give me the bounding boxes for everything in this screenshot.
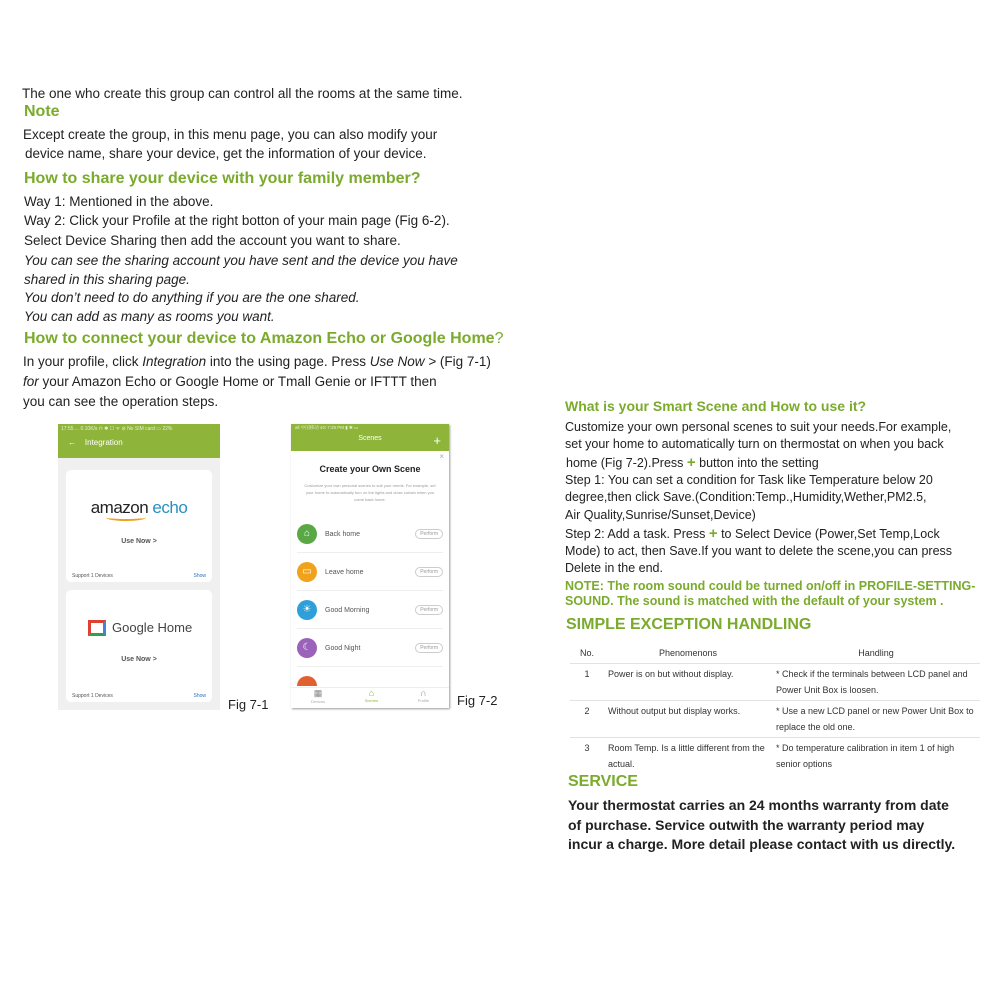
status-bar: 17:55 ... 0.10K/s ⊓ ✱ ☐ ᯤ ⊘ No SIM card ▭ 22% bbox=[61, 426, 173, 432]
note-heading: Note bbox=[24, 103, 60, 120]
scene-line: set your home to automatically turn on thermostat on when you back bbox=[565, 437, 944, 451]
t: (Fig 7-1) bbox=[436, 354, 491, 369]
perform-button[interactable]: Perform bbox=[415, 643, 443, 653]
t: button into the setting bbox=[695, 456, 819, 470]
td: 2 bbox=[570, 701, 604, 738]
amazon-logo: amazon bbox=[90, 498, 149, 517]
status-bar: all 中国移动 4G 7:28 PM ▮ ✱ ▭ bbox=[295, 425, 359, 430]
table-row bbox=[570, 738, 980, 775]
amazon-smile-icon bbox=[106, 514, 146, 521]
scene-name: Good Morning bbox=[325, 606, 370, 614]
service-line: of purchase. Service outwith the warranty period may bbox=[568, 817, 925, 833]
scene-item[interactable] bbox=[297, 592, 443, 629]
moon-icon: ☾ bbox=[297, 638, 317, 658]
perform-button[interactable]: Perform bbox=[415, 529, 443, 539]
t: to Select Device (Power,Set Temp,Lock bbox=[717, 527, 940, 541]
table-row bbox=[570, 701, 980, 738]
google-home-icon bbox=[88, 620, 106, 636]
tab-label: Profile bbox=[417, 698, 430, 703]
grid-icon: ▦ bbox=[313, 688, 323, 698]
home-logo: Home bbox=[157, 620, 193, 635]
intro-text: The one who create this group can control all the rooms at the same time. bbox=[22, 86, 463, 101]
td: 3 bbox=[570, 738, 604, 775]
support-text: Support 1 Devices bbox=[72, 573, 113, 579]
perform-button[interactable]: Perform bbox=[415, 567, 443, 577]
td: 1 bbox=[570, 664, 604, 701]
fig-7-2-screenshot bbox=[291, 424, 449, 708]
tab-profile[interactable] bbox=[418, 688, 429, 708]
google-home-card bbox=[66, 590, 212, 702]
note-line: SOUND. The sound is matched with the default of your system . bbox=[565, 594, 944, 608]
table-header bbox=[570, 643, 980, 664]
share-italic: You can see the sharing account you have sent and the device you have bbox=[24, 253, 458, 268]
support-text: Support 1 Devices bbox=[72, 693, 113, 699]
perform-button[interactable]: Perform bbox=[415, 605, 443, 615]
connect-line: you can see the operation steps. bbox=[23, 394, 219, 409]
td: Room Temp. Is a little different from the actual. bbox=[604, 738, 772, 775]
screen-title: Integration bbox=[84, 438, 123, 447]
scene-name: Back home bbox=[325, 530, 361, 538]
add-scene-icon[interactable]: + bbox=[433, 433, 441, 448]
step2-line: Mode) to act, then Save.If you want to delete the scene,you can press bbox=[565, 544, 953, 558]
service-heading: SERVICE bbox=[568, 773, 638, 790]
exception-table bbox=[570, 643, 980, 774]
tab-bar bbox=[291, 687, 449, 708]
home-icon: ⌂ bbox=[368, 688, 375, 698]
note-line: device name, share your device, get the information of your device. bbox=[25, 146, 427, 161]
close-icon[interactable]: × bbox=[439, 452, 444, 461]
share-italic: You can add as many as rooms you want. bbox=[24, 309, 275, 324]
connect-heading-text: How to connect your device to Amazon Echo or Google Home bbox=[24, 330, 495, 347]
step1-line: Air Quality,Sunrise/Sunset,Device) bbox=[565, 508, 756, 522]
profile-icon: ∩ bbox=[420, 688, 427, 698]
share-heading: How to share your device with your family member? bbox=[24, 170, 421, 187]
scene-item[interactable] bbox=[297, 516, 443, 553]
share-line: Way 1: Mentioned in the above. bbox=[24, 194, 214, 209]
show-link[interactable]: Show bbox=[193, 693, 206, 699]
scene-item[interactable] bbox=[297, 554, 443, 591]
tab-label: Devices bbox=[310, 699, 326, 704]
echo-logo: echo bbox=[152, 498, 188, 517]
google-logo: Google bbox=[112, 620, 154, 635]
share-italic: shared in this sharing page. bbox=[24, 272, 190, 287]
t: into the using page. Press bbox=[206, 354, 370, 369]
service-line: Your thermostat carries an 24 months warranty from date bbox=[568, 797, 949, 813]
home-icon: ⌂ bbox=[297, 524, 317, 544]
th: Handling bbox=[858, 648, 894, 658]
briefcase-icon: ▭ bbox=[297, 562, 317, 582]
connect-line bbox=[23, 373, 437, 391]
plus-icon: + bbox=[686, 454, 696, 471]
use-now-button[interactable]: Use Now > bbox=[121, 656, 157, 663]
scene-line bbox=[566, 454, 819, 472]
show-link[interactable]: Show bbox=[193, 573, 206, 579]
share-line: Way 2: Click your Profile at the right botton of your main page (Fig 6-2). bbox=[24, 213, 450, 228]
scene-heading: Create your Own Scene bbox=[319, 464, 421, 474]
t: for bbox=[23, 374, 39, 389]
th: No. bbox=[579, 648, 594, 658]
note-line: Except create the group, in this menu page, you can also modify your bbox=[23, 127, 438, 142]
scene-icon bbox=[297, 676, 317, 686]
td: Without output but display works. bbox=[604, 701, 772, 738]
back-icon: ← bbox=[68, 438, 76, 447]
tab-devices[interactable] bbox=[311, 688, 325, 708]
t: Integration bbox=[142, 354, 207, 369]
connect-heading-q: ? bbox=[494, 330, 504, 347]
scene-name: Leave home bbox=[325, 568, 364, 576]
scene-heading: What is your Smart Scene and How to use it? bbox=[565, 398, 867, 414]
scene-desc: Customize your own personal scenes to suit your needs. For example, set your home to automatically turn on the lights and close curtain when you come back home. bbox=[304, 483, 436, 502]
sunrise-icon: ☀ bbox=[297, 600, 317, 620]
share-line: Select Device Sharing then add the account you want to share. bbox=[24, 233, 401, 248]
td: Power is on but without display. bbox=[604, 664, 772, 701]
step1-line: degree,then click Save.(Condition:Temp.,Humidity,Wether,PM2.5, bbox=[565, 490, 927, 504]
td: * Use a new LCD panel or new Power Unit Box to replace the old one. bbox=[772, 701, 980, 738]
plus-icon: + bbox=[708, 525, 718, 542]
t: In your profile, click bbox=[23, 354, 143, 369]
note-line: NOTE: The room sound could be turned on/off in PROFILE-SETTING- bbox=[565, 579, 976, 593]
t: your Amazon Echo or Google Home or Tmall Genie or IFTTT then bbox=[38, 374, 437, 389]
connect-line bbox=[23, 353, 491, 371]
t: Use Now > bbox=[369, 354, 437, 369]
th: Phenomenons bbox=[658, 648, 718, 658]
connect-heading bbox=[24, 330, 503, 348]
tab-label: Scenes bbox=[364, 698, 379, 703]
fig-7-1-screenshot bbox=[58, 424, 220, 710]
fig-7-2-caption: Fig 7-2 bbox=[457, 693, 498, 708]
step2-line: Delete in the end. bbox=[565, 561, 663, 575]
fig-7-1-caption: Fig 7-1 bbox=[228, 697, 269, 712]
exception-heading: SIMPLE EXCEPTION HANDLING bbox=[566, 616, 812, 633]
t: Step 2: Add a task. Press bbox=[565, 527, 709, 541]
tab-scenes[interactable] bbox=[365, 688, 378, 708]
share-italic: You don’t need to do anything if you are the one shared. bbox=[24, 290, 360, 305]
screen-title: Scenes bbox=[358, 435, 382, 442]
step1-line: Step 1: You can set a condition for Task like Temperature below 20 bbox=[565, 473, 933, 487]
scene-line: Customize your own personal scenes to suit your needs.For example, bbox=[565, 420, 952, 434]
service-line: incur a charge. More detail please contact with us directly. bbox=[568, 836, 956, 852]
table-row bbox=[570, 664, 980, 701]
scene-name: Good Night bbox=[325, 644, 361, 652]
td: * Check if the terminals between LCD panel and Power Unit Box is loosen. bbox=[772, 664, 980, 701]
t: home (Fig 7-2).Press bbox=[566, 456, 687, 470]
amazon-echo-card bbox=[66, 470, 212, 582]
step2-line bbox=[565, 525, 940, 543]
use-now-button[interactable]: Use Now > bbox=[121, 538, 157, 545]
scene-item[interactable] bbox=[297, 630, 443, 667]
td: * Do temperature calibration in item 1 of high senior options bbox=[772, 738, 980, 775]
